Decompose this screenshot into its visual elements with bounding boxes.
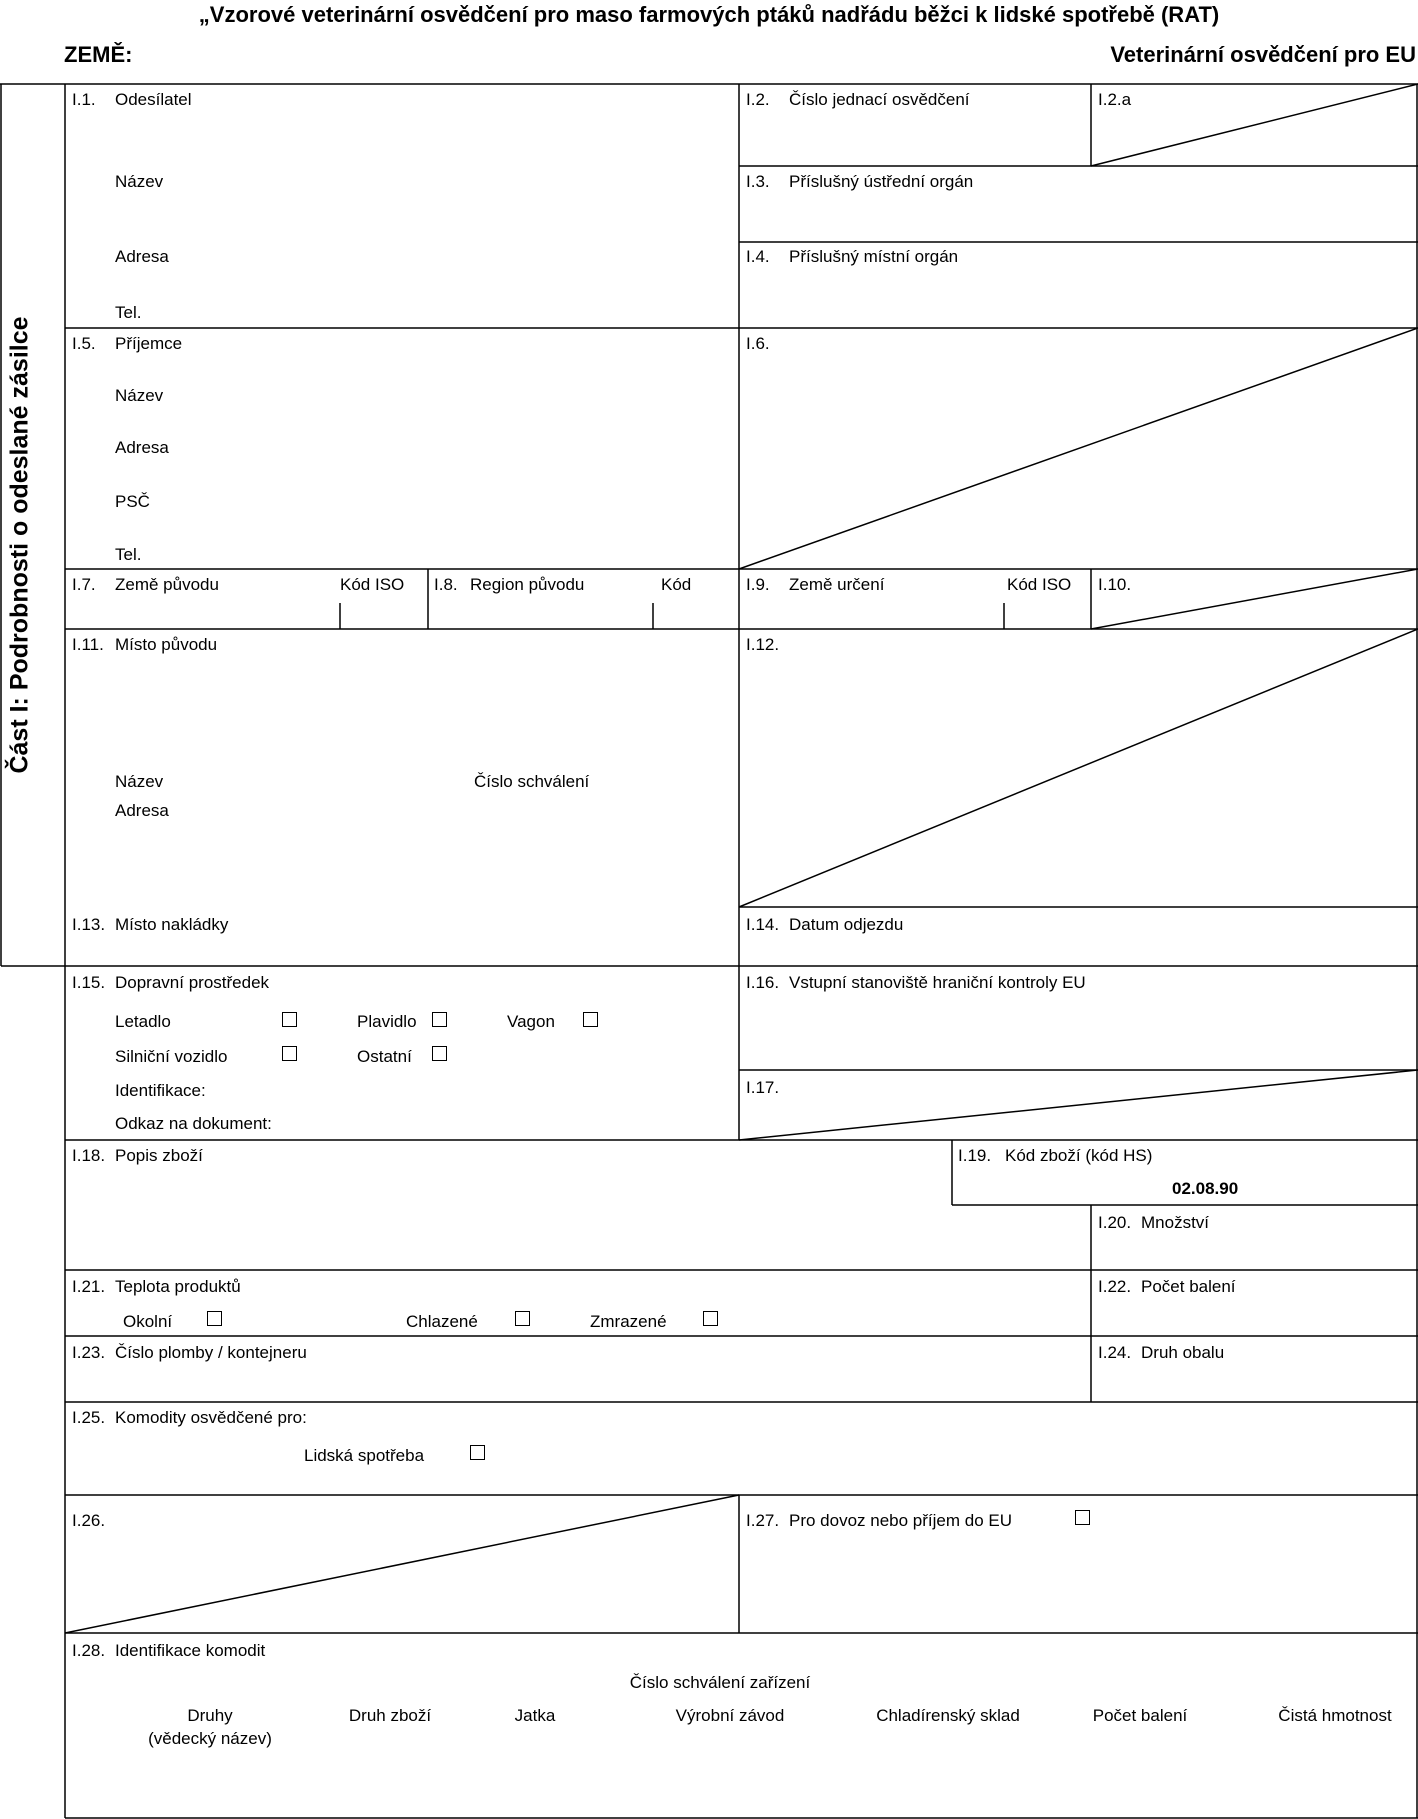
box-i25-number: I.25. [72, 1408, 106, 1427]
box-i1-name: Název [115, 172, 164, 191]
box-i11-approval: Číslo schválení [474, 772, 590, 791]
box-i7-number: I.7. [72, 575, 96, 594]
column-net-weight: Čistá hmotnost [1278, 1706, 1392, 1725]
box-i28-label: Identifikace komodit [115, 1641, 266, 1660]
box-i11-address: Adresa [115, 801, 169, 820]
box-i7-code: Kód ISO [340, 575, 405, 594]
box-i11-label: Místo původu [115, 635, 218, 654]
box-i1-label: Odesílatel [115, 90, 192, 109]
column-slaughterhouse: Jatka [514, 1706, 556, 1725]
box-i26-number: I.26. [72, 1511, 106, 1530]
box-i5-number: I.5. [72, 334, 96, 353]
box-i27-number: I.27. [746, 1511, 780, 1530]
transport-rail-checkbox[interactable] [583, 1012, 598, 1027]
box-i12-number: I.12. [746, 635, 780, 654]
section-label: Část I: Podrobnosti o odeslané zásilce [5, 316, 34, 774]
box-i23-label: Číslo plomby / kontejneru [115, 1343, 307, 1362]
box-i14-label: Datum odjezdu [789, 915, 904, 934]
box-i19-number: I.19. [958, 1146, 992, 1165]
box-i11-name: Název [115, 772, 164, 791]
transport-aircraft-checkbox[interactable] [282, 1012, 297, 1027]
box-i5-tel: Tel. [115, 545, 142, 564]
box-i2-label: Číslo jednací osvědčení [789, 90, 970, 109]
box-i19-label: Kód zboží (kód HS) [1005, 1146, 1153, 1165]
box-i8-number: I.8. [434, 575, 458, 594]
box-i9-label: Země určení [789, 575, 885, 594]
box-i5-psc: PSČ [115, 492, 150, 511]
box-i21-label: Teplota produktů [115, 1277, 241, 1296]
box-i1-address: Adresa [115, 247, 169, 266]
transport-rail-label: Vagon [507, 1012, 555, 1031]
box-i5-name: Název [115, 386, 164, 405]
hs-code-value: 02.08.90 [1172, 1179, 1239, 1198]
box-i18-label: Popis zboží [115, 1146, 203, 1165]
box-i1-number: I.1. [72, 90, 96, 109]
human-consumption-label: Lidská spotřeba [304, 1446, 425, 1465]
box-i23-number: I.23. [72, 1343, 106, 1362]
temp-chilled-label: Chlazené [406, 1312, 478, 1331]
box-i22-number: I.22. [1098, 1277, 1132, 1296]
box-i18-number: I.18. [72, 1146, 106, 1165]
box-i24-label: Druh obalu [1141, 1343, 1225, 1362]
transport-road-checkbox[interactable] [282, 1046, 297, 1061]
box-i10-number: I.10. [1098, 575, 1132, 594]
import-eu-checkbox[interactable] [1075, 1510, 1090, 1525]
temp-frozen-checkbox[interactable] [703, 1311, 718, 1326]
box-i28-number: I.28. [72, 1641, 106, 1660]
transport-aircraft-label: Letadlo [115, 1012, 171, 1031]
transport-other-checkbox[interactable] [432, 1046, 447, 1061]
box-i3-number: I.3. [746, 172, 770, 191]
box-i15-number: I.15. [72, 973, 106, 992]
box-i27-label: Pro dovoz nebo příjem do EU [789, 1511, 1013, 1530]
temp-ambient-label: Okolní [123, 1312, 173, 1331]
box-i22-label: Počet balení [1141, 1277, 1236, 1296]
box-i2a-number: I.2.a [1098, 90, 1132, 109]
box-i9-number: I.9. [746, 575, 770, 594]
box-i6-number: I.6. [746, 334, 770, 353]
approval-number-header: Číslo schválení zařízení [629, 1673, 811, 1692]
box-i24-number: I.24. [1098, 1343, 1132, 1362]
column-processing-plant: Výrobní závod [675, 1706, 785, 1725]
transport-doc-ref: Odkaz na dokument: [115, 1114, 272, 1133]
transport-other-label: Ostatní [357, 1047, 412, 1066]
country-label: ZEMĚ: [64, 42, 133, 67]
box-i15-label: Dopravní prostředek [115, 973, 270, 992]
human-consumption-checkbox[interactable] [470, 1445, 485, 1460]
box-i8-code: Kód [661, 575, 692, 594]
box-i1-tel: Tel. [115, 303, 142, 322]
column-packages: Počet balení [1092, 1706, 1188, 1725]
box-i3-label: Příslušný ústřední orgán [789, 172, 974, 191]
box-i20-number: I.20. [1098, 1213, 1132, 1232]
column-species-sub: (vědecký název) [148, 1729, 272, 1748]
box-i7-label: Země původu [115, 575, 219, 594]
box-i4-label: Příslušný místní orgán [789, 247, 959, 266]
box-i11-number: I.11. [72, 635, 104, 654]
box-i14-number: I.14. [746, 915, 780, 934]
temp-ambient-checkbox[interactable] [207, 1311, 222, 1326]
column-cold-store: Chladírenský sklad [876, 1706, 1020, 1725]
box-i9-code: Kód ISO [1007, 575, 1072, 594]
box-i16-number: I.16. [746, 973, 780, 992]
temp-chilled-checkbox[interactable] [515, 1311, 530, 1326]
box-i21-number: I.21. [72, 1277, 106, 1296]
box-i16-label: Vstupní stanoviště hraniční kontroly EU [789, 973, 1086, 992]
box-i2-number: I.2. [746, 90, 770, 109]
document-title: „Vzorové veterinární osvědčení pro maso farmových ptáků nadřádu běžci k lidské spotřebě (RAT) [198, 2, 1220, 27]
box-i17-number: I.17. [746, 1078, 780, 1097]
transport-road-label: Silniční vozidlo [115, 1047, 228, 1066]
box-i8-label: Region původu [470, 575, 585, 594]
transport-vessel-checkbox[interactable] [432, 1012, 447, 1027]
column-species: Druhy [187, 1706, 233, 1725]
box-i4-number: I.4. [746, 247, 770, 266]
box-i5-label: Příjemce [115, 334, 183, 353]
temp-frozen-label: Zmrazené [590, 1312, 667, 1331]
box-i5-address: Adresa [115, 438, 169, 457]
transport-vessel-label: Plavidlo [357, 1012, 417, 1031]
box-i13-number: I.13. [72, 915, 106, 934]
transport-identification: Identifikace: [115, 1081, 206, 1100]
box-i20-label: Množství [1141, 1213, 1210, 1232]
box-i25-label: Komodity osvědčené pro: [115, 1408, 307, 1427]
certificate-label: Veterinární osvědčení pro EU [1110, 42, 1416, 67]
box-i13-label: Místo nakládky [115, 915, 229, 934]
column-commodity-type: Druh zboží [348, 1706, 432, 1725]
